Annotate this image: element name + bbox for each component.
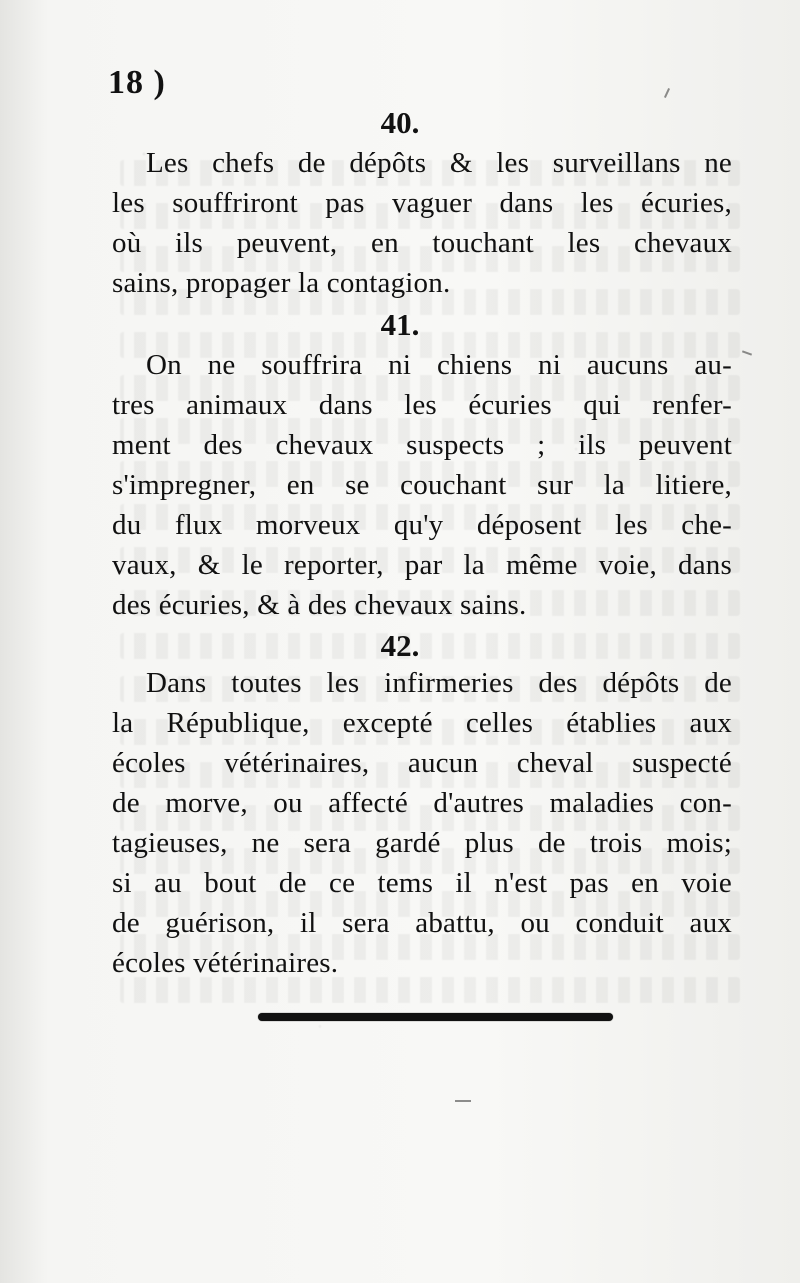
article-40-paragraph xyxy=(112,143,732,303)
article-42-line: écoles vétérinaires, aucun cheval suspecté xyxy=(112,747,732,779)
article-41-line: vaux, & le reporter, par la même voie, dans xyxy=(112,549,732,581)
article-42-line: de guérison, il sera abattu, ou conduit aux xyxy=(112,907,732,939)
article-42-paragraph xyxy=(112,663,732,983)
article-number-42: 42. xyxy=(380,628,420,663)
article-41-line: On ne souffrira ni chiens ni aucuns au- xyxy=(146,349,732,381)
article-41-line: s'impregner, en se couchant sur la litiere, xyxy=(112,469,732,501)
article-41-line: ment des chevaux suspects ; ils peuvent xyxy=(112,429,732,461)
article-41-line: tres animaux dans les écuries qui renfer- xyxy=(112,389,732,421)
article-42-line: de morve, ou affecté d'autres maladies con- xyxy=(112,787,732,819)
page-number: 18 ) xyxy=(108,64,166,101)
article-41-paragraph xyxy=(112,345,732,625)
article-40-line: Les chefs de dépôts & les surveillans ne xyxy=(146,147,732,179)
article-41-line: du flux morveux qu'y déposent les che- xyxy=(112,509,732,541)
article-42-line: la République, excepté celles établies aux xyxy=(112,707,732,739)
article-42-line: Dans toutes les infirmeries des dépôts de xyxy=(146,667,732,699)
ink-speck xyxy=(455,1100,471,1102)
article-41-line: des écuries, & à des chevaux sains. xyxy=(112,589,527,621)
article-40-line: où ils peuvent, en touchant les chevaux xyxy=(112,227,732,259)
article-40-line: les souffriront pas vaguer dans les écuries, xyxy=(112,187,732,219)
article-number-41: 41. xyxy=(380,307,420,342)
ink-speck xyxy=(742,350,752,355)
article-42-line: écoles vétérinaires. xyxy=(112,947,339,979)
article-number-40: 40. xyxy=(380,105,420,140)
article-42-line: tagieuses, ne sera gardé plus de trois mois; xyxy=(112,827,732,859)
article-40-line: sains, propager la contagion. xyxy=(112,267,451,299)
article-42-line: si au bout de ce tems il n'est pas en voie xyxy=(112,867,732,899)
ink-speck xyxy=(664,88,670,98)
end-rule xyxy=(258,1013,613,1021)
